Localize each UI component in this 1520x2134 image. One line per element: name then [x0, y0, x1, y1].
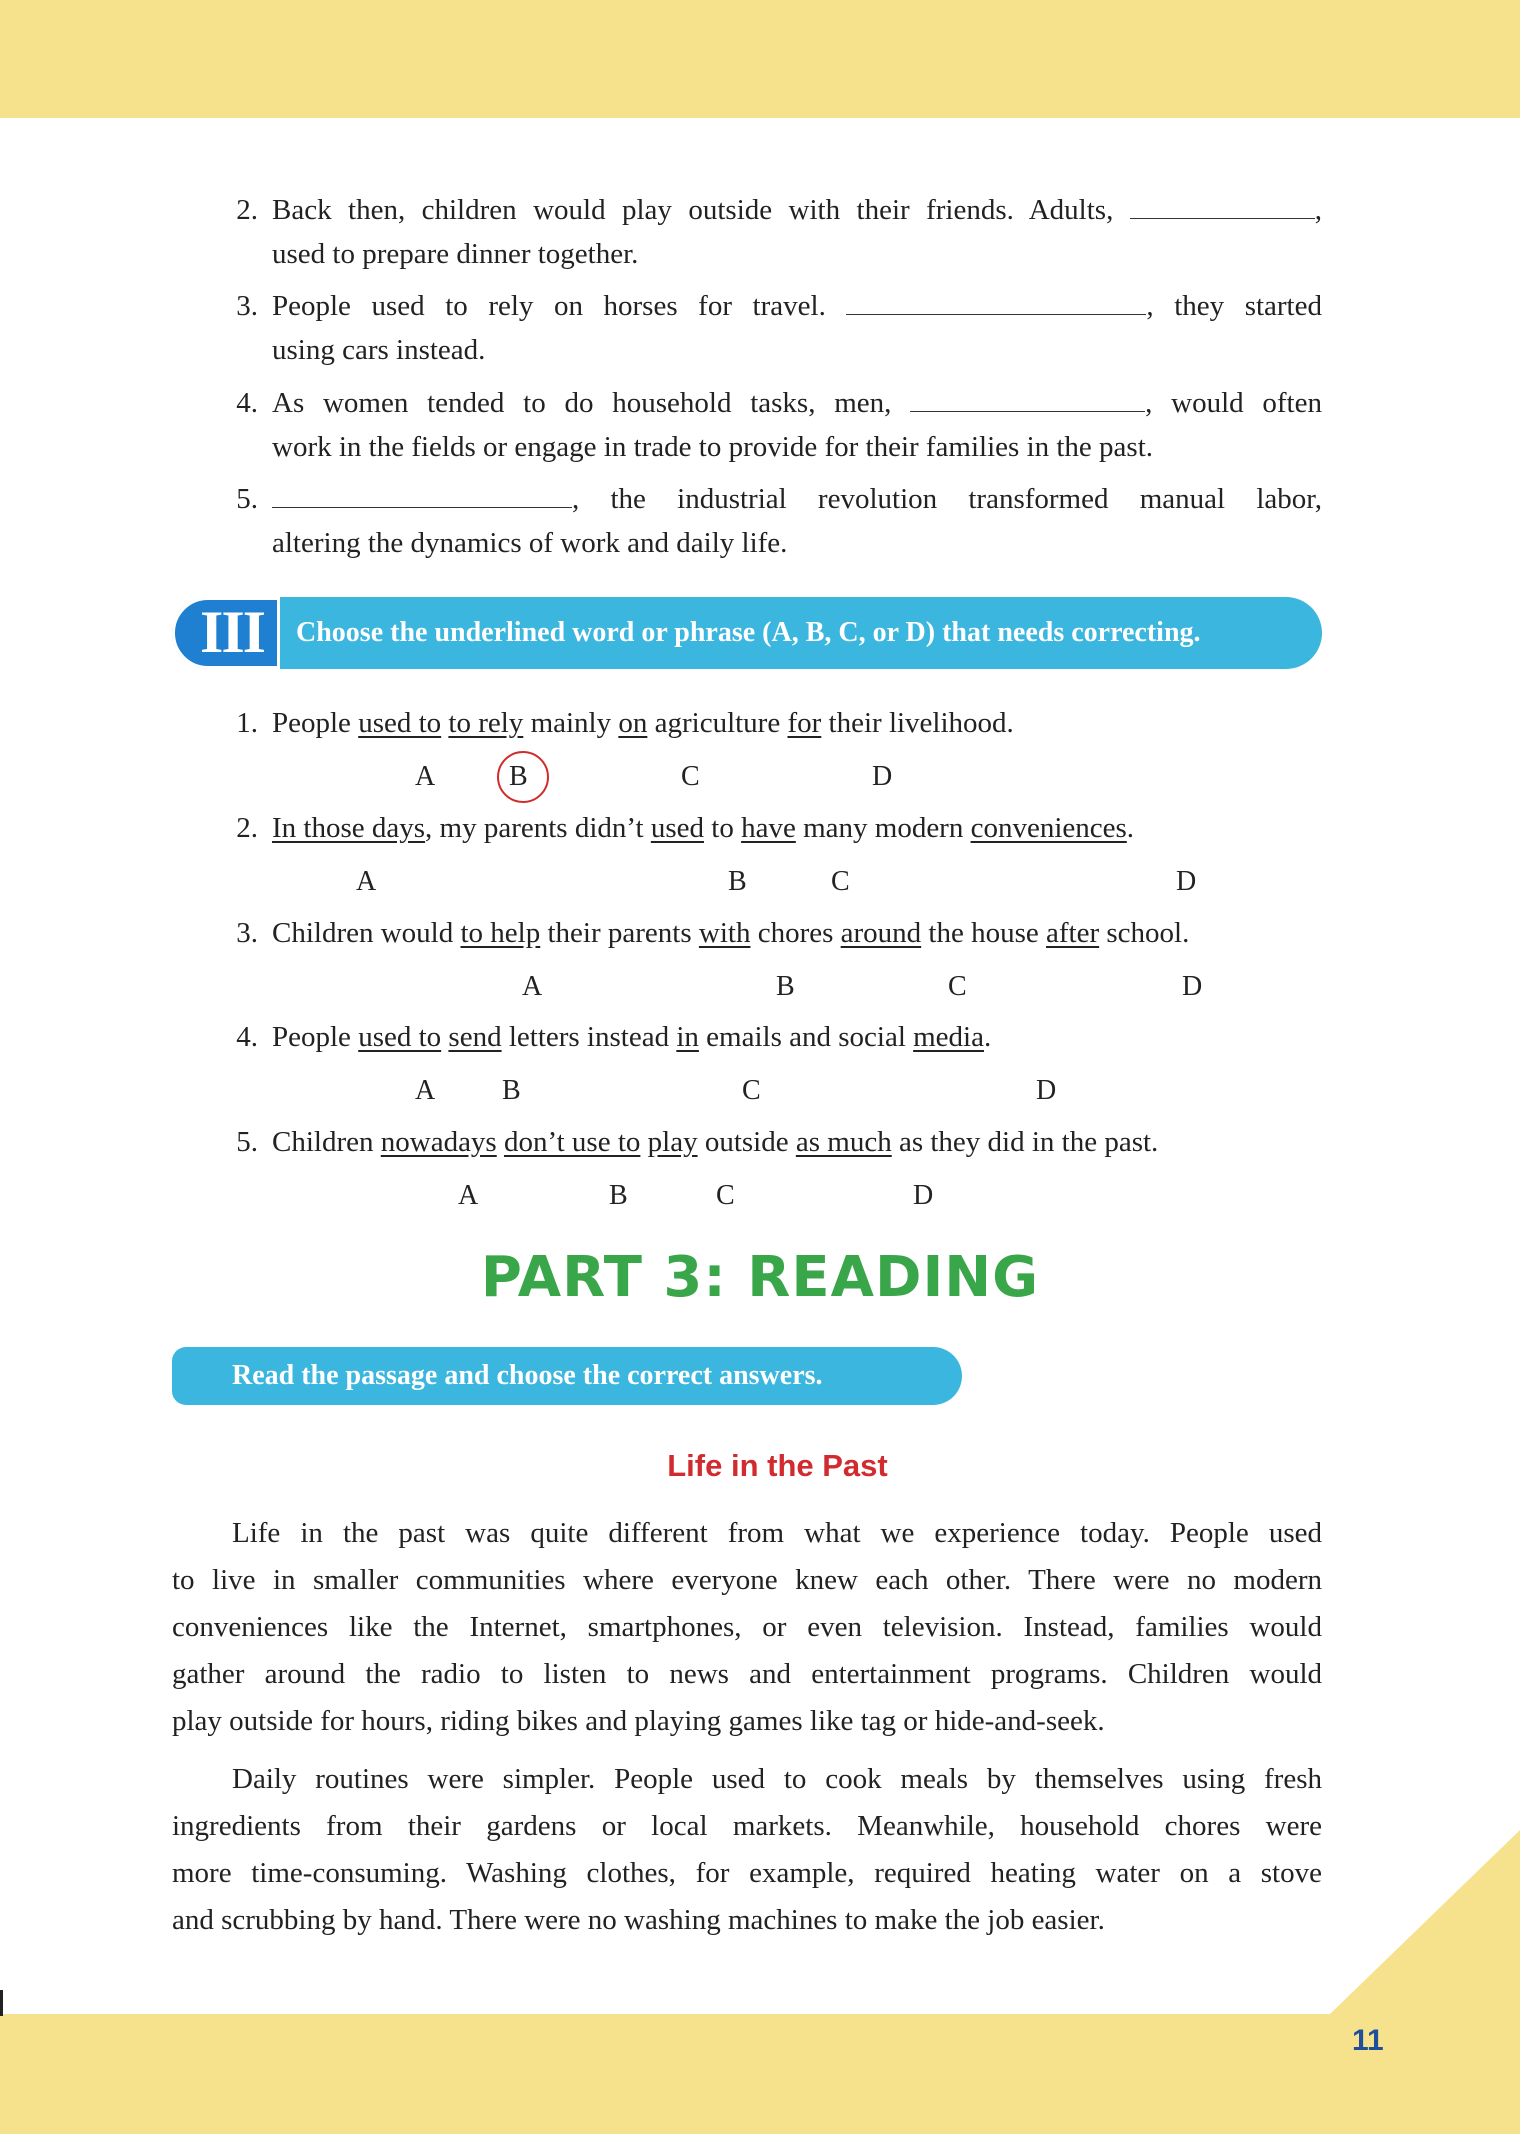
- option-letters: [172, 965, 1322, 1005]
- section-roman-numeral: III: [199, 599, 265, 665]
- question-number: 4.: [236, 1021, 258, 1053]
- item-number: 2.: [236, 194, 258, 226]
- line: and scrubbing by hand. There were no washing machines to make the job easier.: [172, 1904, 1105, 1936]
- option-c[interactable]: C: [742, 1075, 761, 1106]
- option-b[interactable]: B: [509, 761, 528, 792]
- item-text: [272, 284, 1322, 372]
- reading-instruction-banner: [172, 1347, 962, 1405]
- option-letters: [172, 755, 1322, 795]
- option-a[interactable]: A: [415, 761, 436, 792]
- option-b-phrase: to rely: [448, 707, 524, 739]
- corner-decoration: [1330, 1830, 1520, 2014]
- option-b-phrase: used: [650, 812, 705, 844]
- item-text: [272, 381, 1322, 469]
- question-number: 1.: [236, 707, 258, 739]
- option-d[interactable]: D: [872, 761, 893, 792]
- question-text: In those days, my parents didn’t used to have many modern conveniences.: [272, 812, 1135, 844]
- line: , the industrial revolution transformed manual labor,: [272, 477, 1322, 521]
- answer-blank[interactable]: [272, 481, 572, 508]
- bottom-band: [0, 2014, 1520, 2134]
- option-a[interactable]: A: [356, 866, 377, 897]
- answer-blank[interactable]: [846, 288, 1146, 315]
- section-instruction: Choose the underlined word or phrase (A, B, C, or D) that needs correcting.: [296, 617, 1201, 648]
- option-letters: [172, 860, 1322, 900]
- line: more time-consuming. Washing clothes, for example, required heating water on a stove: [172, 1857, 1322, 1889]
- line: Daily routines were simpler. People used to cook meals by themselves using fresh: [232, 1763, 1322, 1795]
- option-c-phrase: play: [647, 1126, 698, 1158]
- page-number: 11: [1352, 2024, 1384, 2057]
- line: Back then, children would play outside with their friends. Adults, ,: [272, 194, 1322, 226]
- option-c[interactable]: C: [681, 761, 700, 792]
- passage-paragraph: [172, 1756, 1322, 1944]
- option-a-phrase: used to: [358, 707, 442, 739]
- option-d[interactable]: D: [1176, 866, 1197, 897]
- question-text: People used to to rely mainly on agriculture for their livelihood.: [272, 707, 1014, 739]
- reading-instruction: Read the passage and choose the correct answers.: [232, 1360, 823, 1391]
- answer-blank[interactable]: [1130, 192, 1315, 219]
- option-a-phrase: In those days: [272, 812, 426, 844]
- line: People used to rely on horses for travel. , they started: [272, 290, 1322, 322]
- option-b[interactable]: B: [776, 971, 795, 1002]
- option-letters: [172, 1174, 1322, 1214]
- line: using cars instead.: [272, 334, 486, 366]
- margin-mark: [0, 1990, 3, 2016]
- passage-title: Life in the Past: [667, 1448, 888, 1483]
- question-number: 2.: [236, 812, 258, 844]
- question-text: Children nowadays don’t use to play outside as much as they did in the past.: [272, 1126, 1159, 1158]
- option-c-phrase: in: [676, 1021, 699, 1053]
- option-d-phrase: for: [787, 707, 822, 739]
- option-d-phrase: media: [913, 1021, 984, 1053]
- option-a[interactable]: A: [415, 1075, 436, 1106]
- option-d-phrase: as much: [795, 1126, 892, 1158]
- question-text: People used to send letters instead in emails and social media.: [272, 1021, 992, 1053]
- question-number: 3.: [236, 917, 258, 949]
- line: conveniences like the Internet, smartphones, or even television. Instead, families would: [172, 1611, 1322, 1643]
- question-number: 5.: [236, 1126, 258, 1158]
- option-c[interactable]: C: [716, 1180, 735, 1211]
- option-c-phrase: have: [741, 812, 796, 844]
- line: to live in smaller communities where everyone knew each other. There were no modern: [172, 1564, 1322, 1596]
- option-b[interactable]: B: [728, 866, 747, 897]
- line: altering the dynamics of work and daily life.: [272, 527, 788, 559]
- question-text: Children would to help their parents with chores around the house after school.: [272, 917, 1190, 949]
- line: work in the fields or engage in trade to provide for their families in the past.: [272, 431, 1154, 463]
- option-c-phrase: around: [840, 917, 922, 949]
- option-a-phrase: nowadays: [380, 1126, 497, 1158]
- section-iii-header: [172, 597, 1322, 669]
- line: gather around the radio to listen to news and entertainment programs. Children would: [172, 1658, 1322, 1690]
- option-a-phrase: used to: [358, 1021, 442, 1053]
- option-letters: [172, 1069, 1322, 1109]
- option-c[interactable]: C: [831, 866, 850, 897]
- option-b-phrase: with: [698, 917, 751, 949]
- option-b[interactable]: B: [502, 1075, 521, 1106]
- option-b[interactable]: B: [609, 1180, 628, 1211]
- item-number: 3.: [236, 290, 258, 322]
- item-number: 5.: [236, 483, 258, 515]
- part-title: PART 3: READING: [480, 1245, 1040, 1310]
- passage-paragraph: [172, 1510, 1322, 1745]
- top-band: [0, 0, 1520, 118]
- option-c-phrase: on: [618, 707, 648, 739]
- option-a[interactable]: A: [458, 1180, 479, 1211]
- line: used to prepare dinner together.: [272, 238, 639, 270]
- option-c[interactable]: C: [948, 971, 967, 1002]
- option-b-phrase: send: [448, 1021, 502, 1053]
- item-text: [272, 188, 1322, 276]
- item-text: [272, 477, 1322, 565]
- line: Life in the past was quite different from what we experience today. People used: [232, 1517, 1322, 1549]
- line: play outside for hours, riding bikes and playing games like tag or hide-and-seek.: [172, 1705, 1105, 1737]
- line: ingredients from their gardens or local markets. Meanwhile, household chores were: [172, 1810, 1322, 1842]
- line: As women tended to do household tasks, men, , would often: [272, 387, 1322, 419]
- option-d[interactable]: D: [913, 1180, 934, 1211]
- option-d[interactable]: D: [1036, 1075, 1057, 1106]
- option-a[interactable]: A: [522, 971, 543, 1002]
- option-d-phrase: conveniences: [970, 812, 1127, 844]
- option-b-phrase: don’t use to: [503, 1126, 641, 1158]
- option-d[interactable]: D: [1182, 971, 1203, 1002]
- option-a-phrase: to help: [460, 917, 541, 949]
- item-number: 4.: [236, 387, 258, 419]
- option-d-phrase: after: [1046, 917, 1100, 949]
- answer-blank[interactable]: [910, 385, 1145, 412]
